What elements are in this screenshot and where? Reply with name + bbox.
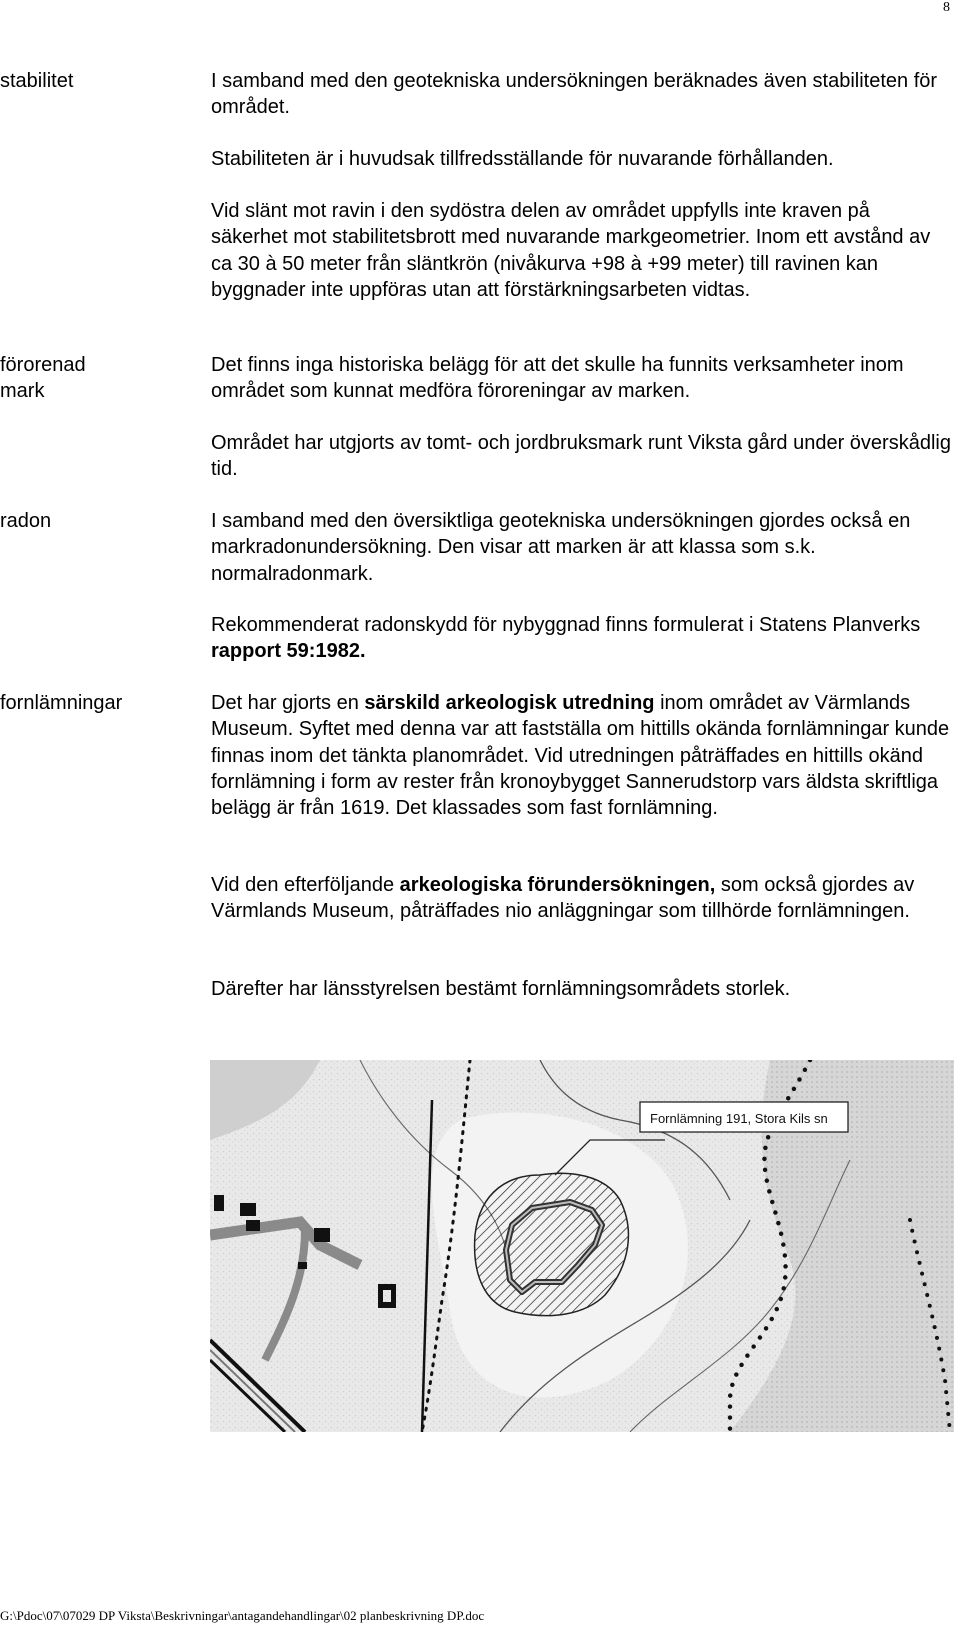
stabilitet-paragraph-2: Stabiliteten är i huvudsak tillfredsställande för nuvarande förhållanden. [211,148,834,170]
section-heading-fororenad-mark [0,352,190,404]
fornl-p1-bold: särskild arkeologisk utredning [364,692,655,714]
radon-paragraph-2 [211,612,951,665]
section-heading-radon: radon [0,510,52,532]
fornl-p2-text-a: Vid den efterföljande [211,874,400,896]
fornlamningar-paragraph-2 [211,872,951,925]
heading-line: förorenad [0,354,86,376]
section-heading-fornlamningar: fornlämningar [0,692,123,714]
radon-p2-bold: rapport 59:1982. [211,640,366,663]
building [240,1203,256,1216]
fornl-p1-text-a: Det har gjorts en [211,692,365,714]
fornlamningar-paragraph-1 [211,690,951,821]
building [214,1195,224,1211]
fororenad-paragraph-2: Området har utgjorts av tomt- och jordbruksmark runt Viksta gård under överskådlig tid. [211,432,951,481]
fornl-p1-text-b: inom området av Värmlands Museum. Syftet med denna var att fastställa om hittills okända fornlämningar kunde finnas inom det tänkta planområdet. Vid utredningen påträffades en hittills okänd fornlämning i form av rester från kronoybygget Sannerudstorp vars äldsta skriftliga belägg är från 1619. Det klassades som fast fornlämning. [211,692,950,820]
radon-p2-text: Rekommenderat radonskydd för nybyggnad finns formulerat i Statens Planverks [211,614,921,636]
stabilitet-paragraph-3: Vid slänt mot ravin i den sydöstra delen av området uppfylls inte kraven på säkerhet mot stabilitetsbrott med nuvarande markgeometrier. Inom ett avstånd av ca 30 à 50 meter från släntkrön (nivåkurva +98 à +99 meter) till ravinen kan byggnader inte uppföras utan att förstärkningsarbeten vidtas. [211,200,931,301]
fornl-p2-text-b: som också gjordes av Värmlands Museum, påträffades nio anläggningar som tillhörde fornlämningen. [211,874,915,923]
fornlamningar-paragraph-3: Därefter har länsstyrelsen bestämt fornlämningsområdets storlek. [211,978,791,1000]
document-path-footer: G:\Pdoc\07\07029 DP Viksta\Beskrivningar\antagandehandlingar\02 planbeskrivning DP.doc [0,1608,485,1623]
building [314,1228,330,1242]
fororenad-paragraph-1: Det finns inga historiska belägg för att det skulle ha funnits verksamheter inom området som kunnat medföra föroreningar av marken. [211,354,904,403]
section-heading-stabilitet: stabilitet [0,70,74,92]
stabilitet-paragraph-1: I samband med den geotekniska undersökningen beräknades även stabiliteten för området. [211,70,938,119]
map-label: Fornlämning 191, Stora Kils sn [650,1111,828,1126]
heading-line: mark [0,380,45,402]
page-number: 8 [943,0,950,15]
building [298,1262,307,1269]
radon-paragraph-1: I samband med den översiktliga geotekniska undersökningen gjordes också en markradonundersökning. Den visar att marken är att klassa som s.k. normalradonmark. [211,510,911,585]
ancient-monument-area [475,1173,629,1315]
fornl-p2-bold: arkeologiska förundersökningen, [399,874,716,896]
building [246,1220,260,1231]
fornlamning-map [210,1060,954,1432]
